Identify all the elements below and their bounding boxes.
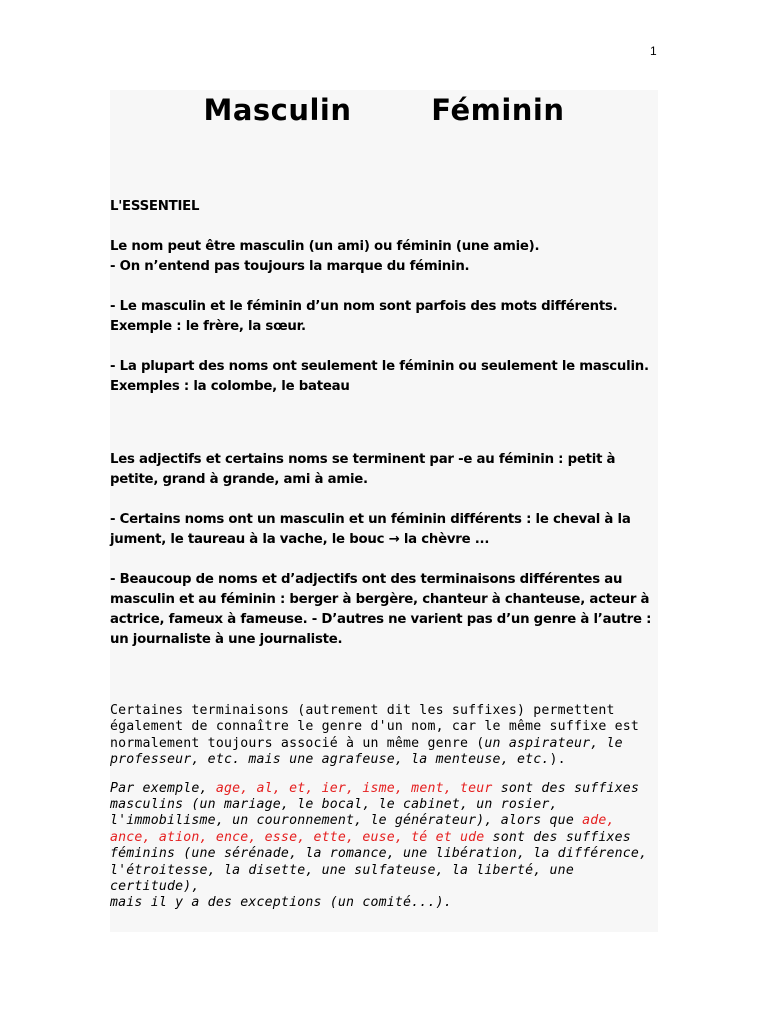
paragraph: également de connaître le genre d'un nom, car le même suffixe est	[110, 719, 640, 735]
suffixes-section	[110, 703, 658, 912]
paragraph: masculin et au féminin : berger à bergère, chanteur à chanteuse, acteur à	[110, 592, 650, 607]
paragraph: Exemple : le frère, la sœur.	[110, 319, 306, 334]
feminine-suffixes: ade,	[582, 813, 615, 829]
masculine-suffixes: age, al, et, ier, isme, ment, teur	[215, 780, 493, 796]
paragraph: Le nom peut être masculin (un ami) ou féminin (une amie).	[110, 239, 540, 254]
paragraph	[110, 752, 658, 768]
paragraph: mais il y a des exceptions (un comité...).	[110, 895, 452, 911]
paragraph: - La plupart des noms ont seulement le féminin ou seulement le masculin.	[110, 359, 649, 374]
italic-text: un aspirateur, le	[484, 735, 623, 751]
paragraph: un journaliste à une journaliste.	[110, 632, 343, 647]
paragraph: - Beaucoup de noms et d’adjectifs ont des terminaisons différentes au	[110, 572, 623, 587]
text-span: sont des suffixes	[484, 829, 631, 845]
paragraph	[110, 813, 658, 829]
paragraph: jument, le taureau à la vache, le bouc → la chèvre ...	[110, 532, 490, 547]
paragraph: actrice, fameux à fameuse. - D’autres ne varient pas d’un genre à l’autre :	[110, 612, 652, 627]
paragraph: - On n’entend pas toujours la marque du féminin.	[110, 259, 470, 274]
feminine-suffixes: ance, ation, ence, esse, ette, euse, té et ude	[110, 829, 485, 845]
paragraph	[110, 830, 658, 846]
text-span: normalement toujours associé à un même genre (	[110, 735, 485, 751]
paragraph: féminins (une sérénade, la romance, une libération, la différence,	[110, 846, 648, 862]
text-span: Par exemple,	[110, 780, 216, 796]
italic-text: professeur, etc. mais une agrafeuse, la menteuse, etc.	[110, 752, 550, 768]
example-paragraph	[110, 781, 658, 912]
page-number: 1	[650, 44, 657, 58]
paragraph: petite, grand à grande, ami à amie.	[110, 472, 368, 487]
document-body	[110, 90, 658, 932]
paragraph	[110, 781, 658, 797]
paragraph: Exemples : la colombe, le bateau	[110, 379, 350, 394]
paragraph: - Certains noms ont un masculin et un féminin différents : le cheval à la	[110, 512, 631, 527]
page-title: Masculin Féminin	[203, 93, 565, 127]
rules-section	[110, 450, 658, 650]
section-heading: L'ESSENTIEL	[110, 199, 200, 214]
paragraph: l'étroitesse, la disette, une sulfateuse, la liberté, une certitude),	[110, 862, 574, 895]
paragraph	[110, 736, 658, 752]
paragraph: Les adjectifs et certains noms se terminent par -e au féminin : petit à	[110, 452, 616, 467]
text-span: sont des suffixes	[492, 780, 640, 796]
text-span: l'immobilisme, un couronnement, le générateur), alors que	[110, 813, 583, 829]
text-span: ).	[549, 752, 566, 768]
paragraph: masculins (un mariage, le bocal, le cabinet, un rosier,	[110, 797, 558, 813]
paragraph: Certaines terminaisons (autrement dit les suffixes) permettent	[110, 703, 615, 718]
essentiel-section	[110, 197, 658, 397]
paragraph: - Le masculin et le féminin d’un nom sont parfois des mots différents.	[110, 299, 618, 314]
